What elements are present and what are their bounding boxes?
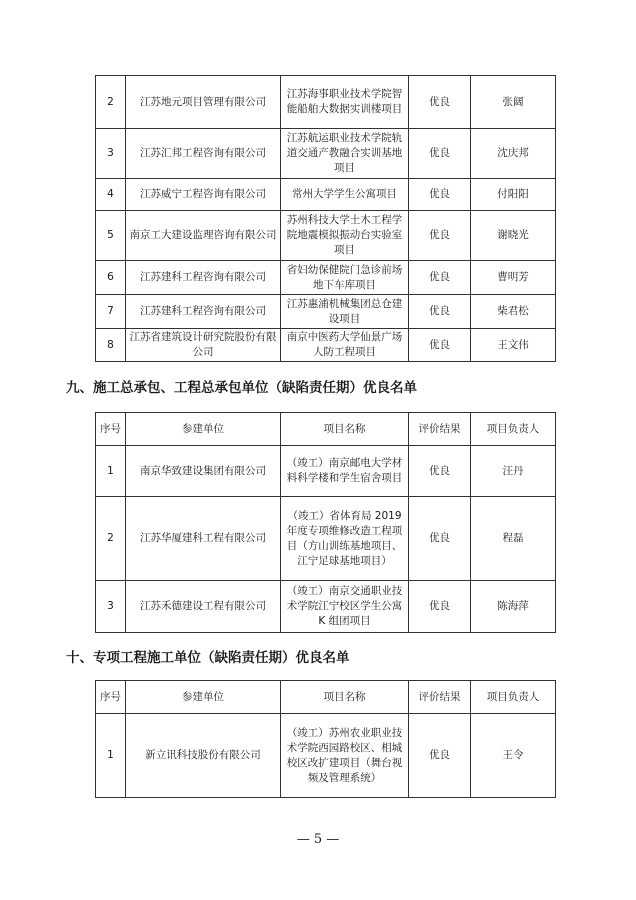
table-row [96, 295, 556, 329]
cell-project: 江苏航运职业技术学院轨道交通产教融合实训基地项目 [281, 129, 409, 179]
cell-no: 3 [96, 129, 126, 179]
header-rating: 评价结果 [409, 413, 471, 446]
cell-leader: 程磊 [471, 497, 556, 581]
cell-unit: 江苏华厦建科工程有限公司 [126, 497, 281, 581]
cell-unit: 江苏地元项目管理有限公司 [126, 76, 281, 129]
header-unit: 参建单位 [126, 681, 281, 714]
table-header-row [96, 681, 556, 714]
cell-leader: 汪丹 [471, 446, 556, 497]
cell-project: 常州大学学生公寓项目 [281, 179, 409, 211]
cell-rating: 优良 [409, 211, 471, 261]
cell-leader: 柴君松 [471, 295, 556, 329]
cell-no: 4 [96, 179, 126, 211]
cell-rating: 优良 [409, 261, 471, 295]
header-no: 序号 [96, 681, 126, 714]
cell-unit: 江苏建科工程咨询有限公司 [126, 261, 281, 295]
cell-no: 7 [96, 295, 126, 329]
table-row [96, 714, 556, 798]
cell-unit: 江苏建科工程咨询有限公司 [126, 295, 281, 329]
section-10-table [95, 680, 556, 798]
header-rating: 评价结果 [409, 681, 471, 714]
section-10-title: 十、专项工程施工单位（缺陷责任期）优良名单 [66, 650, 350, 666]
cell-leader: 曹明芳 [471, 261, 556, 295]
cell-leader: 王文伟 [471, 329, 556, 362]
cell-project: （竣工）南京邮电大学材料科学楼和学生宿舍项目 [281, 446, 409, 497]
cell-rating: 优良 [409, 714, 471, 798]
cell-rating: 优良 [409, 497, 471, 581]
cell-unit: 江苏禾德建设工程有限公司 [126, 581, 281, 633]
cell-no: 2 [96, 76, 126, 129]
table-row [96, 329, 556, 362]
cell-rating: 优良 [409, 295, 471, 329]
cell-unit: 江苏汇邦工程咨询有限公司 [126, 129, 281, 179]
cell-project: 江苏海事职业技术学院智能船舶大数据实训楼项目 [281, 76, 409, 129]
cell-unit: 南京工大建设监理咨询有限公司 [126, 211, 281, 261]
cell-no: 5 [96, 211, 126, 261]
cell-project: （竣工）省体育局 2019 年度专项维修改造工程项目（方山训练基地项目、江宁足球基地项目） [281, 497, 409, 581]
cell-project: 南京中医药大学仙景广场人防工程项目 [281, 329, 409, 362]
table-row [96, 497, 556, 581]
section-9-title: 九、施工总承包、工程总承包单位（缺陷责任期）优良名单 [66, 380, 417, 396]
cell-project: （竣工）苏州农业职业技术学院西园路校区、相城校区改扩建项目（舞台视频及管理系统） [281, 714, 409, 798]
cell-rating: 优良 [409, 329, 471, 362]
cell-unit: 江苏威宁工程咨询有限公司 [126, 179, 281, 211]
cell-leader: 张阔 [471, 76, 556, 129]
cell-no: 1 [96, 446, 126, 497]
cell-no: 8 [96, 329, 126, 362]
table-row [96, 76, 556, 129]
table-row [96, 446, 556, 497]
cell-leader: 沈庆邦 [471, 129, 556, 179]
header-unit: 参建单位 [126, 413, 281, 446]
cell-project: （竣工）南京交通职业技术学院江宁校区学生公寓 K 组团项目 [281, 581, 409, 633]
cell-no: 3 [96, 581, 126, 633]
cell-project: 苏州科技大学土木工程学院地震模拟振动台实验室项目 [281, 211, 409, 261]
table-row [96, 211, 556, 261]
cell-leader: 谢晓光 [471, 211, 556, 261]
cell-unit: 南京华致建设集团有限公司 [126, 446, 281, 497]
cell-rating: 优良 [409, 446, 471, 497]
table-row [96, 179, 556, 211]
cell-leader: 付阳阳 [471, 179, 556, 211]
cell-rating: 优良 [409, 76, 471, 129]
table-header-row [96, 413, 556, 446]
cell-unit: 新立讯科技股份有限公司 [126, 714, 281, 798]
cell-project: 江苏惠浦机械集团总仓建设项目 [281, 295, 409, 329]
header-leader: 项目负责人 [471, 681, 556, 714]
table-row [96, 261, 556, 295]
table-row [96, 129, 556, 179]
table-row [96, 581, 556, 633]
cell-rating: 优良 [409, 179, 471, 211]
cell-no: 1 [96, 714, 126, 798]
cell-no: 2 [96, 497, 126, 581]
cell-rating: 优良 [409, 581, 471, 633]
top-table [95, 75, 556, 362]
cell-rating: 优良 [409, 129, 471, 179]
header-no: 序号 [96, 413, 126, 446]
cell-leader: 陈海萍 [471, 581, 556, 633]
header-project: 项目名称 [281, 413, 409, 446]
section-9-table [95, 412, 556, 633]
cell-unit: 江苏省建筑设计研究院股份有限公司 [126, 329, 281, 362]
cell-no: 6 [96, 261, 126, 295]
cell-leader: 王令 [471, 714, 556, 798]
page-number: — 5 — [296, 832, 340, 847]
header-project: 项目名称 [281, 681, 409, 714]
cell-project: 省妇幼保健院门急诊前场地下车库项目 [281, 261, 409, 295]
header-leader: 项目负责人 [471, 413, 556, 446]
